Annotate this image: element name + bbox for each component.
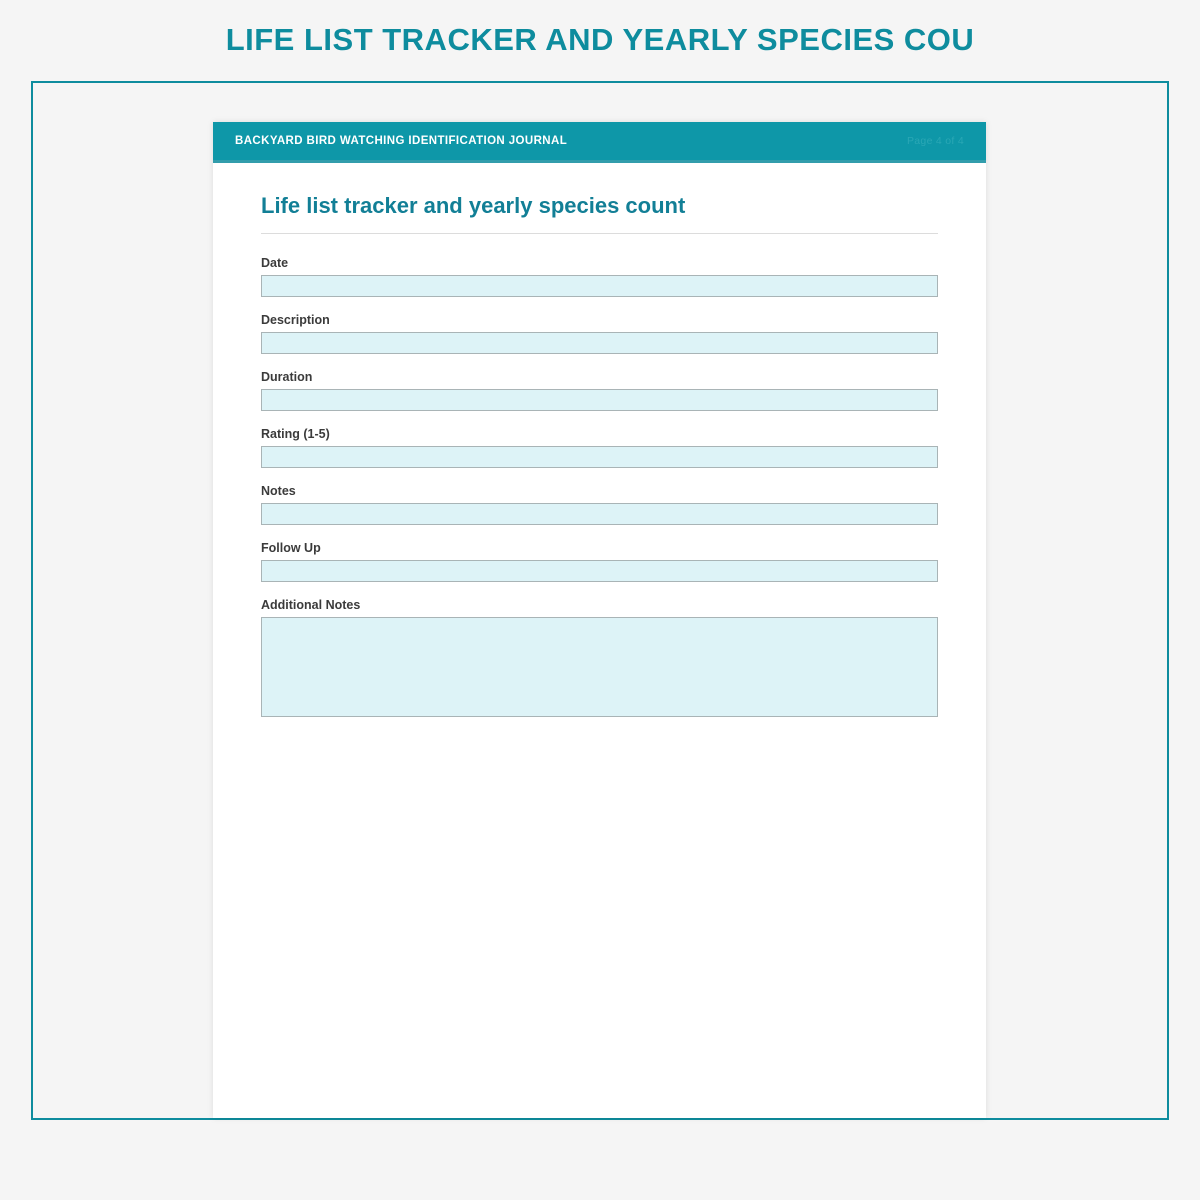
form-field-rating: [261, 427, 938, 468]
page-header: [213, 122, 986, 160]
field-label-duration: Duration: [261, 370, 313, 384]
notes-input[interactable]: [261, 503, 938, 525]
field-label-description: Description: [261, 313, 330, 327]
form-field-description: [261, 313, 938, 354]
description-input[interactable]: [261, 332, 938, 354]
banner-title: LIFE LIST TRACKER AND YEARLY SPECIES COU: [225, 22, 975, 57]
form-field-date: [261, 256, 938, 297]
form-field-additional-notes: [261, 598, 938, 717]
form-field-notes: [261, 484, 938, 525]
field-label-additional-notes: Additional Notes: [261, 598, 361, 612]
date-input[interactable]: [261, 275, 938, 297]
journal-title: BACKYARD BIRD WATCHING IDENTIFICATION JOURNAL: [235, 135, 568, 147]
duration-input[interactable]: [261, 389, 938, 411]
rating-input[interactable]: [261, 446, 938, 468]
field-label-notes: Notes: [261, 484, 296, 498]
page-body: [213, 163, 986, 717]
banner: [0, 0, 1200, 80]
follow-up-input[interactable]: [261, 560, 938, 582]
field-label-rating: Rating (1-5): [261, 427, 330, 441]
document-page: [213, 122, 986, 1118]
field-label-follow-up: Follow Up: [261, 541, 321, 555]
form-field-follow-up: [261, 541, 938, 582]
page-number: Page 4 of 4: [906, 135, 964, 147]
header-rule: [213, 160, 986, 163]
field-label-date: Date: [261, 256, 289, 270]
page-title: Life list tracker and yearly species count: [261, 193, 686, 218]
additional-notes-textarea[interactable]: [261, 617, 938, 717]
title-divider: [261, 233, 938, 234]
form-field-duration: [261, 370, 938, 411]
